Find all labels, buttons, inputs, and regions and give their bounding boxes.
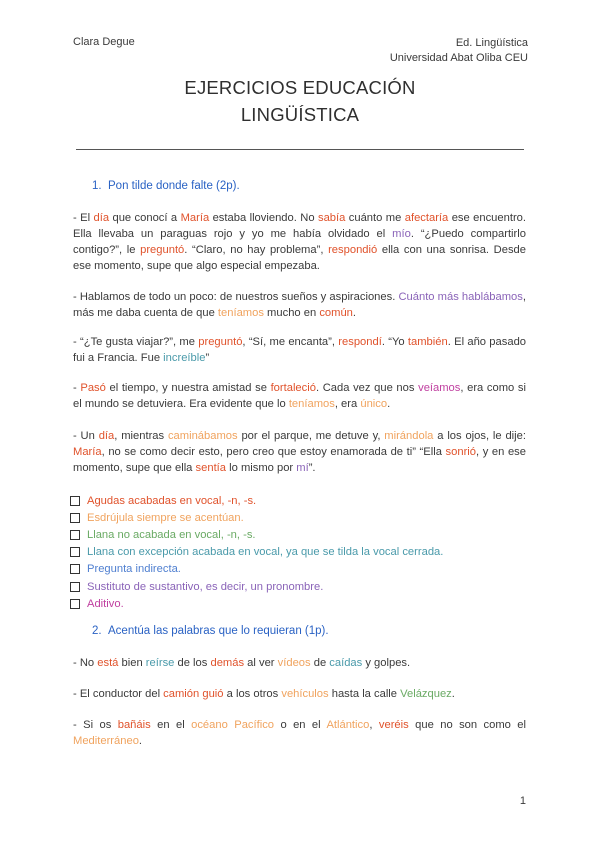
legend-item (70, 526, 443, 543)
highlighted-word: sonrió (445, 446, 477, 458)
highlighted-word: afectaría (404, 212, 449, 224)
text-run: ”. (308, 462, 316, 474)
highlighted-word: demás (210, 657, 245, 669)
header-right (390, 36, 528, 66)
text-run: el tiempo, y nuestra amistad se (105, 382, 271, 394)
highlighted-word: teníamos (217, 307, 264, 319)
color-legend (70, 492, 443, 612)
page-title (0, 74, 600, 128)
exercise-2-sentence-1 (73, 655, 526, 671)
exercise-1-paragraph-1 (73, 210, 526, 274)
legend-item (70, 544, 443, 561)
legend-label: Sustituto de sustantivo, es decir, un pronombre. (87, 580, 324, 593)
highlighted-word: está (97, 657, 119, 669)
highlighted-word: reírse (145, 657, 175, 669)
text-run: - El conductor del (73, 688, 164, 700)
text-run: mucho en (263, 307, 320, 319)
highlighted-word: caídas (329, 657, 363, 669)
highlighted-word: veréis (378, 719, 409, 731)
legend-item (70, 561, 443, 578)
text-run: lo mismo por (226, 462, 297, 474)
checkbox-icon[interactable] (70, 547, 80, 557)
legend-label: Esdrújula siempre se acentúan. (87, 511, 244, 524)
exercise-2-sentence-2 (73, 686, 526, 702)
text-run: - (73, 382, 81, 394)
text-run: , más me daba cuenta de que (73, 291, 526, 319)
legend-item (70, 492, 443, 509)
section-1-heading (92, 180, 240, 192)
highlighted-word: veíamos (418, 382, 461, 394)
text-run: hasta la calle (328, 688, 401, 700)
highlighted-word: Cuánto más hablábamos (398, 291, 523, 303)
highlighted-word: mío (392, 228, 411, 240)
header-course: Ed. Lingüística (455, 37, 528, 49)
highlighted-word: océano (191, 719, 228, 731)
legend-item (70, 509, 443, 526)
text-run: y golpes. (362, 657, 411, 669)
text-run: de los (174, 657, 211, 669)
section-1-number: 1. (92, 180, 102, 192)
text-run: - Si os (73, 719, 118, 731)
section-2-number: 2. (92, 625, 102, 637)
highlighted-word: sabía (317, 212, 346, 224)
highlighted-word: común (319, 307, 353, 319)
text-run: . El año pasado fui a Francia. Fue (73, 336, 527, 364)
highlighted-word: respondió (328, 244, 378, 256)
text-run: , y en ese momento, supe que ella (73, 446, 526, 474)
text-run: - No (73, 657, 98, 669)
highlighted-word: Velázquez (400, 688, 452, 700)
highlighted-word: mirándola (384, 430, 434, 442)
highlighted-word: único (360, 398, 388, 410)
legend-item (70, 595, 443, 612)
highlighted-word: Mediterráneo (73, 735, 139, 747)
text-run: . “Yo (381, 336, 408, 348)
text-run: ella con una sonrisa. Desde ese momento, supe que algo especial empezaba. (73, 244, 527, 272)
section-2-heading (92, 625, 329, 637)
legend-label: Agudas acabadas en vocal, -n, -s. (87, 494, 257, 507)
exercise-1-paragraph-5 (73, 428, 526, 476)
text-run: ese encuentro. Ella llevaba un paraguas rojo y yo me había olvidado el (73, 212, 527, 240)
highlighted-word: preguntó (140, 244, 185, 256)
page-number: 1 (519, 795, 526, 807)
highlighted-word: María (73, 446, 102, 458)
text-run: o en el (274, 719, 327, 731)
title-line-2: LINGÜÍSTICA (240, 104, 360, 125)
text-run: por el parque, me detuve y, (237, 430, 385, 442)
header-university: Universidad Abat Oliba CEU (389, 52, 528, 64)
legend-item (70, 578, 443, 595)
exercise-1-paragraph-3 (73, 334, 526, 366)
exercise-1-paragraph-2 (73, 289, 526, 321)
text-run: - “¿Te gusta viajar?”, me (73, 336, 199, 348)
checkbox-icon[interactable] (70, 530, 80, 540)
section-1-title: Pon tilde donde falte (2p). (108, 180, 240, 192)
text-run: ” (205, 352, 210, 364)
text-run: al ver (244, 657, 278, 669)
highlighted-word: teníamos (288, 398, 335, 410)
text-run: . (387, 398, 391, 410)
checkbox-icon[interactable] (70, 582, 80, 592)
text-run: . “¿Puedo compartirlo contigo?”, le (73, 228, 526, 256)
text-run: estaba lloviendo. No (209, 212, 318, 224)
highlighted-word: camión (163, 688, 200, 700)
checkbox-icon[interactable] (70, 513, 80, 523)
highlighted-word: día (93, 212, 110, 224)
highlighted-word: Pasó (80, 382, 106, 394)
highlighted-word: vídeos (277, 657, 311, 669)
title-line-1: EJERCICIOS EDUCACIÓN (184, 77, 416, 98)
text-run: a los ojos, le dije: (433, 430, 526, 442)
highlighted-word: Atlántico (326, 719, 370, 731)
title-divider (76, 149, 524, 150)
legend-label: Aditivo. (87, 597, 124, 610)
legend-label: Llana con excepción acabada en vocal, ya que se tilda la vocal cerrada. (87, 546, 444, 559)
highlighted-word: preguntó (198, 336, 243, 348)
text-run: , mientras (114, 430, 168, 442)
checkbox-icon[interactable] (70, 564, 80, 574)
text-run: cuánto me (345, 212, 405, 224)
text-run: , “Sí, me encanta”, (242, 336, 339, 348)
text-run: , (369, 719, 379, 731)
checkbox-icon[interactable] (70, 496, 80, 506)
highlighted-word: fortaleció (270, 382, 316, 394)
text-run: , era como si el mundo se detuviera. Era evidente que lo (73, 382, 526, 410)
highlighted-word: bañáis (117, 719, 151, 731)
highlighted-word: vehículos (281, 688, 329, 700)
exercise-1-paragraph-4 (73, 380, 526, 412)
checkbox-icon[interactable] (70, 599, 80, 609)
text-run: . Cada vez que nos (315, 382, 419, 394)
text-run: , era (334, 398, 361, 410)
text-run: bien (118, 657, 146, 669)
text-run: . (451, 688, 455, 700)
exercise-2-sentence-3 (73, 717, 526, 749)
highlighted-word: Pacífico (234, 719, 275, 731)
text-run: - El (73, 212, 94, 224)
highlighted-word: increíble (163, 352, 206, 364)
section-2-title: Acentúa las palabras que lo requieran (1p). (108, 625, 329, 637)
highlighted-word: caminábamos (167, 430, 238, 442)
text-run: que conocí a (109, 212, 181, 224)
highlighted-word: mí (296, 462, 309, 474)
text-run: . (352, 307, 357, 319)
text-run: . “Claro, no hay problema”, (184, 244, 329, 256)
text-run: a los otros (223, 688, 282, 700)
text-run: . (138, 735, 143, 747)
highlighted-word: María (180, 212, 210, 224)
text-run: , no se como decir esto, pero creo que estoy enamorada de ti” “Ella (101, 446, 446, 458)
text-run: que no son como el (408, 719, 526, 731)
highlighted-word: respondí (338, 336, 382, 348)
text-run: - Un (73, 430, 99, 442)
text-run: en el (150, 719, 192, 731)
highlighted-word: sentía (195, 462, 227, 474)
text-run: - Hablamos de todo un poco: de nuestros sueños y aspiraciones. (73, 291, 399, 303)
text-run: de (310, 657, 330, 669)
header-author: Clara Degue (73, 36, 135, 48)
legend-label: Llana no acabada en vocal, -n, -s. (87, 528, 256, 541)
highlighted-word: día (98, 430, 115, 442)
highlighted-word: guió (202, 688, 224, 700)
legend-label: Pregunta indirecta. (87, 563, 181, 576)
highlighted-word: también (407, 336, 448, 348)
